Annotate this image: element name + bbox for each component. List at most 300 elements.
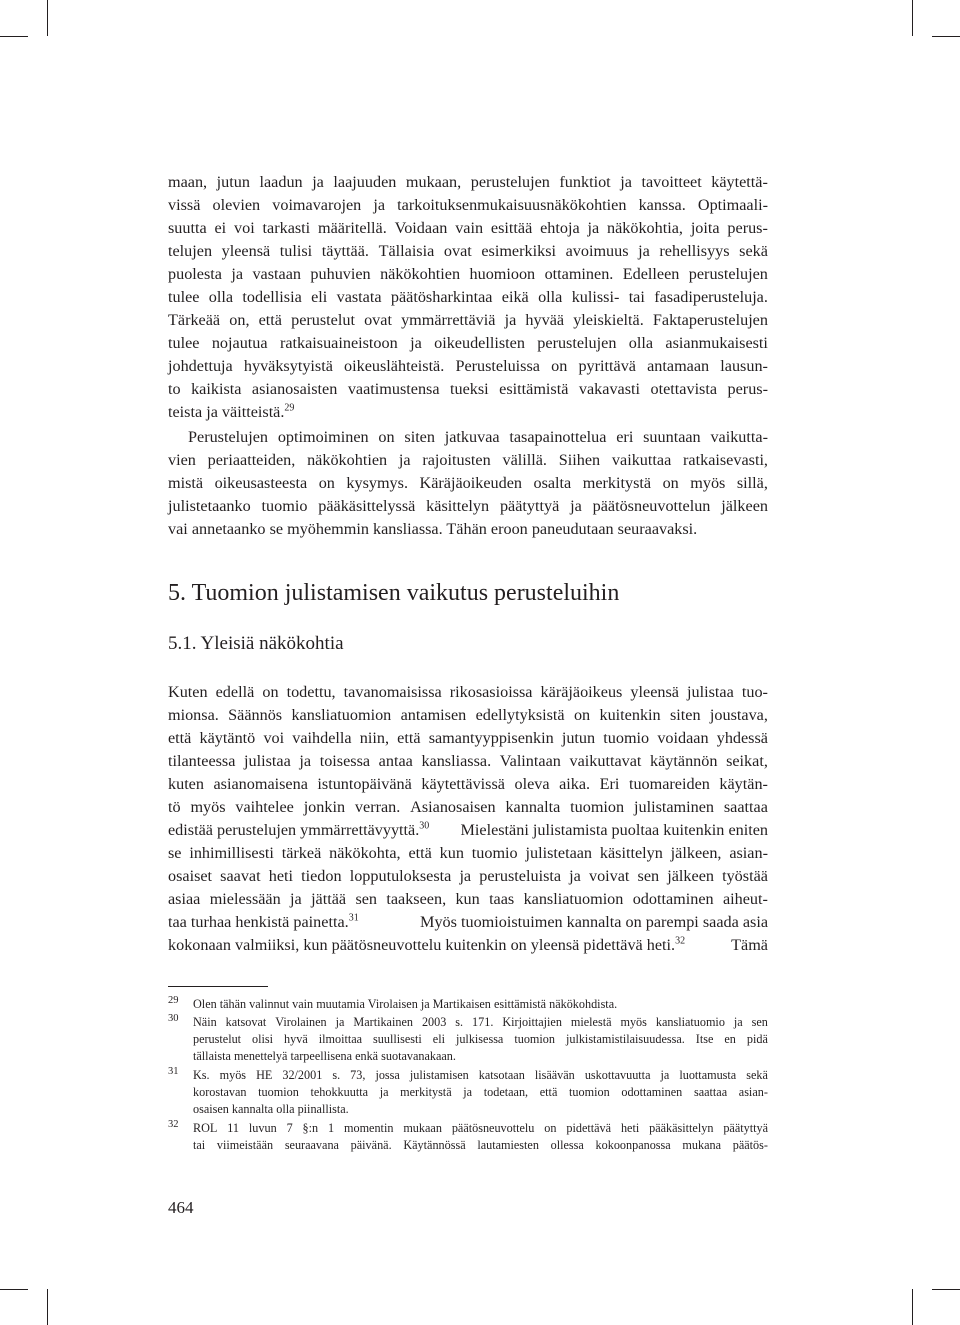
word: uskottavuutta [584,1068,651,1082]
text-line [168,450,768,470]
word: voivat [588,867,630,885]
word: ja [569,867,581,885]
word: määritellä. [318,219,387,237]
word: odottaminen [621,1085,683,1099]
word: ei [214,219,227,237]
footnote-number: 29 [168,995,179,1006]
word: mionsa. [168,706,219,724]
word: momentin [344,1121,394,1135]
word: tueksi [450,380,489,398]
word: julistetaan [525,844,593,862]
word: kun [455,890,480,908]
footnote-number: 30 [168,1013,179,1024]
word: välillä. [502,451,547,469]
word: vaatimustensa [347,380,440,398]
word: tuomion [570,798,625,816]
word: Optimaali- [697,196,768,214]
word: olisi [252,1032,274,1046]
word: olla [208,288,234,306]
word: Kirjoittajien [502,1015,562,1029]
word: Tärkeää [168,311,221,329]
text-line [168,287,768,307]
text-line [188,427,768,447]
word: fasadiperusteluja. [654,288,768,306]
word: ja [373,196,386,214]
word: asiaa [168,890,201,908]
word: rikosasioissa [449,683,533,701]
word: käytäntö [199,729,256,747]
word: ovat [364,311,392,329]
word: jonkin [303,798,346,816]
word: pääkäsittelyssä [318,497,416,515]
word: saattaa [693,1085,728,1099]
word: tuomion [569,1085,610,1099]
word: heti [268,867,294,885]
word: ja [638,242,650,260]
word: olla [628,334,654,352]
footnote-ref-29[interactable]: 29 [284,402,295,414]
word: ja [398,451,411,469]
word: tarkoituksenmukaisuusnäkökohtien [397,196,627,214]
text-line [168,751,768,771]
word: tehokkuutta [310,1085,369,1099]
word: tulisi [279,242,313,260]
subsection-heading: 5.1. Yleisiä näkökohtia [168,633,344,654]
word: jatkuvaa [444,428,500,446]
word: tilanteessa [168,752,236,770]
word: esimerkiksi [481,242,556,260]
word: Martikainen [353,1015,413,1029]
word: telujen [168,242,213,260]
word: tuomio [471,844,518,862]
word: lautamiesten [477,1138,539,1152]
word: oikeuslähteistä. [344,357,445,375]
word: Perustelujen [188,428,269,446]
page-number: 464 [168,1198,194,1217]
word: näkökohtien [380,265,461,283]
word: kulissi- [571,288,620,306]
word: pidettävä [566,1121,612,1135]
word: tarkasti [262,219,311,237]
footnote-text [193,1014,768,1031]
footnote-text: osaisen kannalta olla piinallista. [193,1102,349,1116]
word: tuomio [261,497,308,515]
word: hyväksytyistä [243,357,333,375]
word: jälkeen [721,497,768,515]
word: että [539,1085,558,1099]
word: ja [570,497,582,515]
word: yleensä [221,242,271,260]
word: ja [733,1015,743,1029]
section-heading: 5. Tuomion julistamisen vaikutus perusteluihin [168,580,620,606]
word: siten [404,428,435,446]
word: esittämistä [499,380,569,398]
text-line [168,889,768,909]
word: julistamisen [409,1068,469,1082]
word: tuomio [603,729,650,747]
word: luottamusta [679,1068,737,1082]
text-line [168,843,768,863]
word: julkisessa [455,1032,504,1046]
word: tulee [168,288,200,306]
word: perustelut [291,311,355,329]
word: mukaan [403,1121,442,1135]
word: suullisesti [373,1032,422,1046]
word: funktiot [559,173,611,191]
word: asian- [738,1085,768,1099]
word: saattaa [723,798,768,816]
word: mielestä [570,1015,612,1029]
word: niin, [359,729,389,747]
text-line [168,333,768,353]
word: vissä [168,196,201,214]
word: on [662,474,679,492]
word: seikat, [726,752,768,770]
word: on [573,706,591,724]
word: eri [616,428,634,446]
word: seuraavana [284,1138,339,1152]
word: otettavista [650,380,718,398]
word: aiheut- [722,890,768,908]
word: näkökohta, [329,844,401,862]
footnote-text: Olen tähän valinnut vain muutamia Virolaisen ja Martikaisen esittämistä näkökohdista. [193,997,618,1011]
word: hyvä [284,1032,308,1046]
word: kun [439,844,464,862]
word: käsittelyn [426,497,490,515]
footnote-text [193,1137,768,1154]
word: antaa [378,752,413,770]
word: perusteluista [479,867,562,885]
word: puhuvien [310,265,371,283]
word: ROL [193,1121,218,1135]
word: myös [690,474,726,492]
word: se [168,844,182,862]
word: osaiset [168,867,213,885]
word: lisäävän [534,1068,575,1082]
word: vaikuttavat [569,752,642,770]
word: antamaan [647,357,710,375]
word: perustelujen [537,334,617,352]
footnote-number: 31 [168,1066,179,1077]
word: 2003 [421,1015,447,1029]
word: katsotaan [478,1068,525,1082]
word: tulee [168,334,200,352]
word: 11 [227,1121,240,1135]
word: samantyyppisenkin [428,729,554,747]
word: oleva [514,775,550,793]
word: mistä [168,474,204,492]
word: Virolainen [275,1015,327,1029]
footnote-ref-32[interactable]: 32 [675,935,686,947]
word: ollessa [550,1138,584,1152]
footnote-text [193,1067,768,1084]
word: perustelujen [470,173,550,191]
word: sekä [739,242,768,260]
text-line [168,866,768,886]
word: kansliatuomion [291,706,392,724]
word: laajuuden [333,173,397,191]
word: ratkaisevasti, [683,451,768,469]
word: pyrittävä [578,357,636,375]
word: todettu, [286,683,336,701]
word: Voidaan [394,219,448,237]
word: ovat [443,242,472,260]
text-line: edistää perustelujen ymmärrettävyyttä.$^{30}$ Mielestäni julistamista puoltaa kuitenkin eniten [168,820,768,839]
word: ymmärrettäviä [401,311,496,329]
word: Tällaisia [378,242,435,260]
word: 32/2001 [282,1068,323,1082]
word: käsittelyn [599,844,663,862]
word: johdettuja [168,357,233,375]
word: perus- [727,219,768,237]
word: Käytännössä [403,1138,466,1152]
word: jälkeen, [670,844,722,862]
text-line [168,682,768,702]
word: HE [256,1068,273,1082]
text-line [168,195,768,215]
word: kokoonpanossa [595,1138,671,1152]
word: voi [234,219,255,237]
word: ottaminen. [544,265,614,283]
word: ja [587,219,600,237]
word: oikeusasteesta [214,474,308,492]
word: käytettävissä [421,775,505,793]
word: jutun [561,729,596,747]
word: olevien [212,196,261,214]
word: korostavan [193,1085,247,1099]
word: tuomion [514,1032,555,1046]
word: jossa [375,1068,400,1082]
word: ja [410,334,422,352]
text-line [168,379,768,399]
word: ja [312,173,324,191]
word: tavanomaisissa [343,683,442,701]
word: vien [168,451,196,469]
word: tai [193,1138,206,1152]
word: s. [455,1015,464,1029]
word: että [258,311,282,329]
word: saavat [220,867,261,885]
word: verran. [354,798,401,816]
word: käytän- [719,775,768,793]
word: ilmoittaa [318,1032,363,1046]
word: täyttää. [321,242,369,260]
word: päätyttyä [499,497,560,515]
word: Kuten [168,683,208,701]
word: päätös- [732,1138,768,1152]
word: Valintaan [499,752,561,770]
word: julkistamistilaisuudessa. [565,1032,685,1046]
word: myös [620,1015,647,1029]
word: käytettä- [711,173,768,191]
text-line [168,218,768,238]
word: ja [290,890,302,908]
word: asianmukaisesti [665,334,768,352]
word: tavoitteet [641,173,702,191]
word: ratkaisuaineistoon [279,334,398,352]
word: optimoiminen [277,428,369,446]
footnote-text [193,1084,768,1101]
word: inhimillisesti [189,844,274,862]
word: hyvää [525,311,565,329]
text-line [168,172,768,192]
word: sen [751,1015,768,1029]
word: jälkeen [667,867,714,885]
text-line [168,797,768,817]
word: taas [489,890,515,908]
word: edellä [215,683,255,701]
word: voidaan [657,729,709,747]
word: laadun [259,173,303,191]
word: päätösneuvottelun [592,497,711,515]
word: jutun [216,173,250,191]
word: kansliatuomion [523,890,624,908]
word: päätösharkintaa [390,288,493,306]
word: näkökohtien [307,451,388,469]
word: istuntopäivänä [317,775,412,793]
word: on [551,357,568,375]
word: suutta [168,219,207,237]
word: Perusteluissa [455,357,540,375]
text-line [168,241,768,261]
footnote-separator [168,986,268,987]
word: sillä, [736,474,768,492]
word: periaatteiden, [207,451,296,469]
word: Siihen [558,451,601,469]
word: oikeudellisten [434,334,525,352]
word: toisessa [319,752,371,770]
word: Käräjäoikeuden [419,474,522,492]
word: Asianosaisen [410,798,496,816]
word: puolesta [168,265,222,283]
word: Edelleen [622,265,680,283]
text-line: kokonaan valmiiksi, kun päätösneuvottelu kuitenkin on yleensä pidettävä heti.$^{32}$ Tämä [168,935,768,954]
word: Näin [193,1015,217,1029]
word: pidä [746,1032,768,1046]
word: aika. [559,775,591,793]
word: että [397,729,421,747]
word: sen [355,890,378,908]
word: ja [620,173,632,191]
word: en [724,1032,736,1046]
word: rajoitusten [422,451,491,469]
word: päivänä. [350,1138,392,1152]
word: vaihtelee [235,798,294,816]
word: taakseen, [386,890,447,908]
word: heti [620,1121,640,1135]
word: on [378,428,395,446]
word: huomioon [469,265,536,283]
word: todetaan, [483,1085,529,1099]
word: yleiskieltä. [573,311,644,329]
word: eli [432,1032,445,1046]
word: s. [332,1068,341,1082]
word: perustelujen [688,265,768,283]
word: kuitenkin [599,706,661,724]
word: odottaminen [632,890,714,908]
text-line: vai annetaanko se myöhemmin kansliassa. Tähän eroon paneudutaan seuraavaksi. [168,520,698,538]
text-line [168,264,768,284]
word: julistaa [244,752,291,770]
word: kanssa. [638,196,686,214]
footnote-ref-30[interactable]: 30 [419,820,430,832]
word: kaikista [191,380,242,398]
word: Säännös [228,706,283,724]
word: julistaminen [633,798,715,816]
word: tai [628,288,645,306]
word: todellisia [242,288,302,306]
word: osalta [533,474,572,492]
word: käytännön [650,752,718,770]
word: perus- [727,380,768,398]
word: vaikuttaa [611,451,672,469]
word: eikä [501,288,529,306]
word: on [318,474,335,492]
word: jättää [311,890,347,908]
text-line [168,473,768,493]
word: kansliassa. [421,752,492,770]
text-line [168,705,768,725]
word: katsovat [225,1015,267,1029]
word: avoimuus [565,242,629,260]
word: 1 [328,1121,335,1135]
footnote-ref-31[interactable]: 31 [348,912,359,924]
word: asianosaisten [251,380,338,398]
word: mukaan, [405,173,462,191]
text-line [168,310,768,330]
word: olla [538,288,563,306]
word: luvun [248,1121,277,1135]
text-line: taa turhaa henkistä painetta.$^{31}$ Myös tuomioistuimen kannalta on parempi saada asia [168,912,768,931]
word: 7 [286,1121,293,1135]
word: ja [335,1015,345,1029]
word: edellytyksistä [475,706,565,724]
word: ja [231,265,244,283]
word: myös [190,798,226,816]
word: käräjäoikeus [540,683,623,701]
word: mielessään [209,890,281,908]
word: kuten [168,775,204,793]
word: että [168,729,192,747]
word: joita [690,219,720,237]
word: näkökohtia, [607,219,683,237]
word: perustelut [193,1032,242,1046]
word: §:n [302,1121,319,1135]
word: kannalta [505,798,561,816]
word: to [168,380,181,398]
word: lausun- [720,357,768,375]
word: tuo- [741,683,768,701]
word: päätösneuvottelu [451,1121,535,1135]
word: nojautua [211,334,268,352]
text-line [168,496,768,516]
word: ja [299,752,312,770]
word: ehtoja [540,219,580,237]
word: julistetaanko [168,497,251,515]
word: 171. [472,1015,494,1029]
word: 73, [350,1068,366,1082]
word: merkitystä [400,1085,452,1099]
word: antamisen [400,706,467,724]
word: vaikutta- [710,428,768,446]
word: pääkäsittelyn [649,1121,714,1135]
word: on [262,683,279,701]
word: ja [660,1068,670,1082]
word: että [408,844,432,862]
word: tasapainottelua [509,428,607,446]
word: viimeistään [216,1138,274,1152]
footnote-text: tällaista menettelyä tarpeellisena enkä suotavanakaan. [193,1049,456,1063]
